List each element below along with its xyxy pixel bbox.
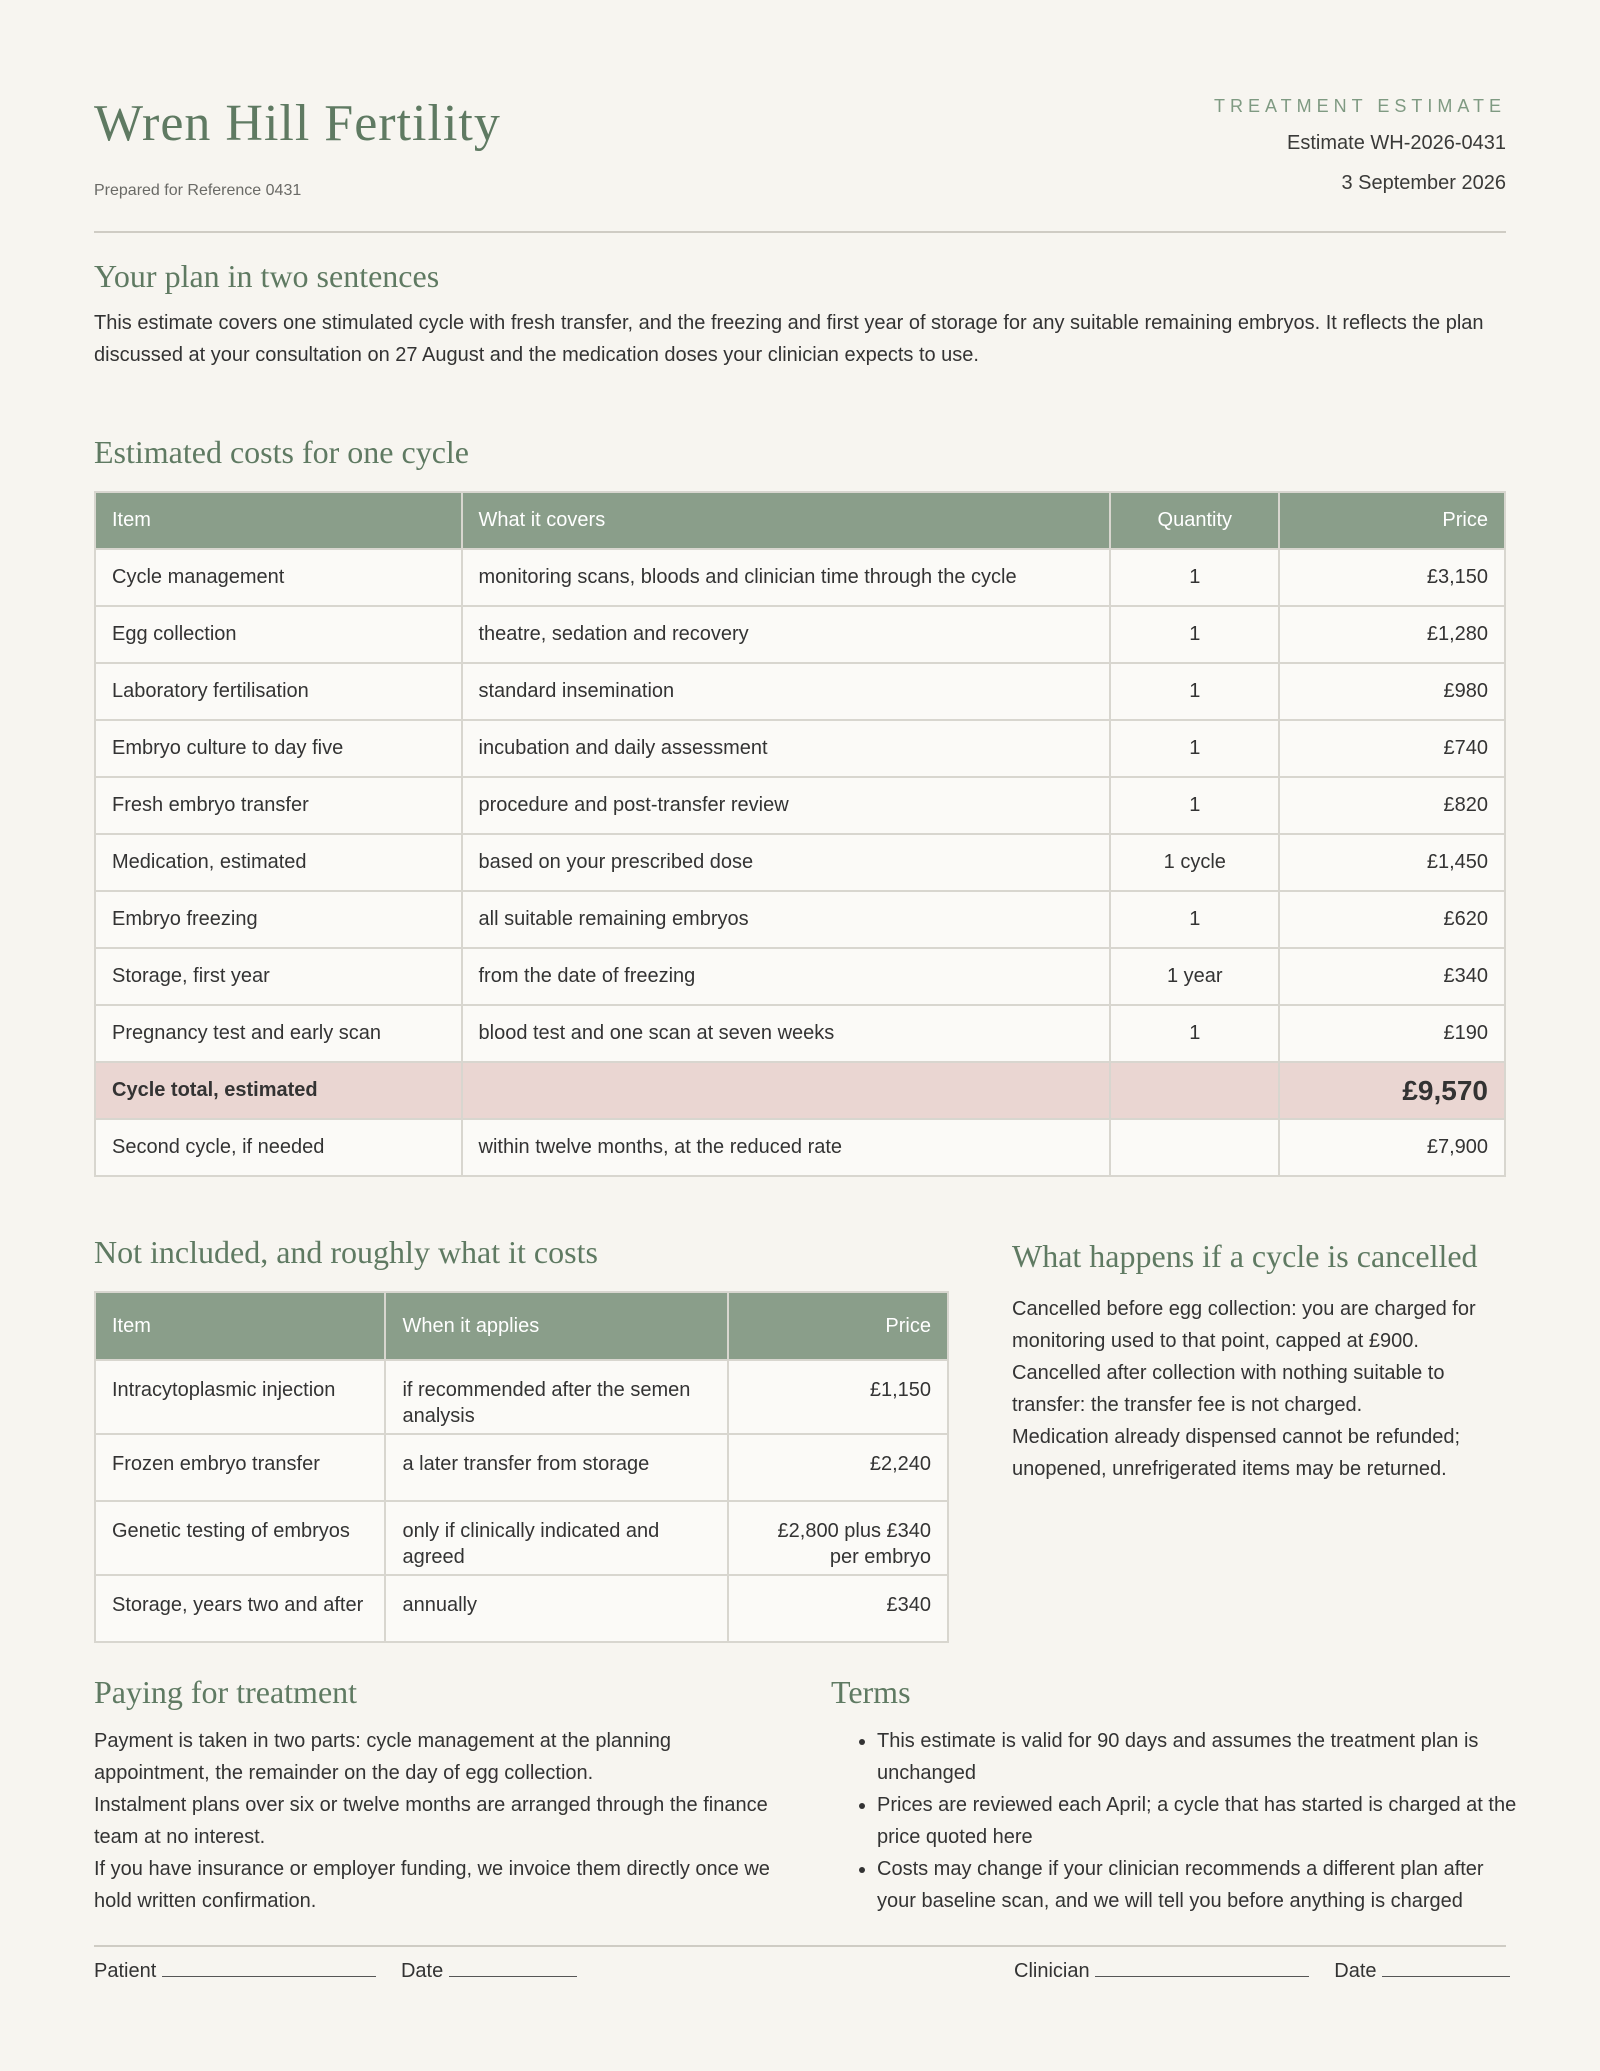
cell-item: Frozen embryo transfer [95, 1434, 385, 1501]
cost-row [95, 549, 1505, 606]
patient-signature-line[interactable] [162, 1958, 376, 1977]
cell-when: a later transfer from storage [385, 1434, 727, 1501]
costs-section [94, 434, 1506, 1177]
cell-item: Medication, estimated [95, 834, 462, 891]
header-divider [94, 231, 1506, 233]
terms-item: • Prices are reviewed each April; a cycle that has started is charged at the price quoted here [877, 1789, 1521, 1853]
cell-covers: from the date of freezing [462, 948, 1111, 1005]
cell-price: £1,150 [728, 1360, 948, 1434]
cell-when: annually [385, 1575, 727, 1642]
cell-price: £340 [728, 1575, 948, 1642]
cancellation-section [1012, 1238, 1512, 1485]
payment-heading: Paying for treatment [94, 1674, 358, 1710]
cost-row [95, 606, 1505, 663]
cost-row [95, 777, 1505, 834]
cell-item: Storage, years two and after [95, 1575, 385, 1642]
estimate-date: 3 September 2026 [1341, 172, 1506, 194]
total-label: Cycle total, estimated [95, 1062, 462, 1119]
cell-when: if recommended after the semen analysis [385, 1360, 727, 1434]
cell-qty [1110, 1119, 1279, 1176]
col-item: Item [95, 492, 462, 549]
cell-covers: procedure and post-transfer review [462, 777, 1111, 834]
col-quantity: Quantity [1110, 492, 1279, 549]
patient-label: Patient [94, 1960, 157, 1982]
plan-section [94, 258, 1506, 371]
second-cycle-row [95, 1119, 1505, 1176]
terms-section [831, 1674, 1521, 1917]
cell-covers: theatre, sedation and recovery [462, 606, 1111, 663]
cell-price: £980 [1279, 663, 1505, 720]
cell-item: Intracytoplasmic injection [95, 1360, 385, 1434]
clinician-signature-line[interactable] [1095, 1958, 1309, 1977]
cell-price: £7,900 [1279, 1119, 1505, 1176]
cell-qty: 1 [1110, 891, 1279, 948]
cost-row [95, 948, 1505, 1005]
cell-qty: 1 [1110, 606, 1279, 663]
cell-price: £1,280 [1279, 606, 1505, 663]
cell-qty: 1 [1110, 720, 1279, 777]
extra-row [95, 1501, 948, 1575]
cell-price: £620 [1279, 891, 1505, 948]
cancellation-text [1012, 1293, 1512, 1485]
cell-qty: 1 [1110, 1005, 1279, 1062]
payment-line: Instalment plans over six or twelve months are arranged through the finance team at no interest. [94, 1794, 768, 1848]
terms-item: • Costs may change if your clinician recommends a different plan after your baseline scan, and we will tell you before anything is charged [877, 1853, 1521, 1917]
col-item: Item [95, 1292, 385, 1360]
empty-cell [462, 1062, 1111, 1119]
costs-header-row [95, 492, 1505, 549]
prepared-for: Prepared for Reference 0431 [94, 182, 302, 199]
cell-item: Genetic testing of embryos [95, 1501, 385, 1575]
extras-header-row [95, 1292, 948, 1360]
extra-row [95, 1575, 948, 1642]
cost-row [95, 891, 1505, 948]
cancellation-line: Cancelled after collection with nothing suitable to transfer: the transfer fee is not charged. [1012, 1362, 1445, 1416]
cost-row [95, 1005, 1505, 1062]
extra-row [95, 1360, 948, 1434]
cost-row [95, 834, 1505, 891]
cell-covers: all suitable remaining embryos [462, 891, 1111, 948]
signature-divider [94, 1945, 1506, 1947]
cell-price: £190 [1279, 1005, 1505, 1062]
extras-table [94, 1291, 949, 1643]
cell-when: only if clinically indicated and agreed [385, 1501, 727, 1575]
clinic-name: Wren Hill Fertility [94, 95, 501, 152]
cost-row [95, 720, 1505, 777]
plan-body: This estimate covers one stimulated cycle with fresh transfer, and the freezing and first year of storage for any suitable remaining embryos. It reflects the plan discussed at your consultation on 27 August and the medication doses your clinician expects to use. [94, 312, 1484, 366]
plan-heading: Your plan in two sentences [94, 258, 440, 294]
terms-item: • This estimate is valid for 90 days and assumes the treatment plan is unchanged [877, 1725, 1521, 1789]
clinician-signature [1014, 1958, 1510, 1983]
cell-price: £3,150 [1279, 549, 1505, 606]
cell-item: Second cycle, if needed [95, 1119, 462, 1176]
clinician-date-label: Date [1334, 1960, 1377, 1982]
cell-price: £1,450 [1279, 834, 1505, 891]
payment-line: If you have insurance or employer funding, we invoice them directly once we hold written confirmation. [94, 1858, 770, 1912]
col-price: Price [1279, 492, 1505, 549]
estimate-id: Estimate WH-2026-0431 [1287, 132, 1506, 154]
cell-price: £820 [1279, 777, 1505, 834]
cancellation-line: Cancelled before egg collection: you are charged for monitoring used to that point, capped at £900. [1012, 1298, 1476, 1352]
cell-qty: 1 [1110, 663, 1279, 720]
payment-line: Payment is taken in two parts: cycle management at the planning appointment, the remainder on the day of egg collection. [94, 1730, 671, 1784]
costs-table [94, 491, 1506, 1177]
extras-section [94, 1234, 949, 1643]
cell-item: Storage, first year [95, 948, 462, 1005]
cell-item: Egg collection [95, 606, 462, 663]
header [94, 90, 1506, 230]
cell-qty: 1 cycle [1110, 834, 1279, 891]
cell-covers: monitoring scans, bloods and clinician time through the cycle [462, 549, 1111, 606]
payment-text [94, 1725, 774, 1917]
costs-heading: Estimated costs for one cycle [94, 434, 469, 470]
patient-signature [94, 1958, 577, 1983]
cell-covers: standard insemination [462, 663, 1111, 720]
total-price: £9,570 [1279, 1062, 1505, 1119]
col-covers: What it covers [462, 492, 1111, 549]
clinician-date-line[interactable] [1382, 1958, 1510, 1977]
cell-item: Embryo culture to day five [95, 720, 462, 777]
cell-covers: within twelve months, at the reduced rate [462, 1119, 1111, 1176]
col-price: Price [728, 1292, 948, 1360]
cell-qty: 1 year [1110, 948, 1279, 1005]
cell-covers: blood test and one scan at seven weeks [462, 1005, 1111, 1062]
empty-cell [1110, 1062, 1279, 1119]
cell-price: £2,240 [728, 1434, 948, 1501]
cell-item: Laboratory fertilisation [95, 663, 462, 720]
cell-covers: incubation and daily assessment [462, 720, 1111, 777]
cell-price: £340 [1279, 948, 1505, 1005]
cell-item: Pregnancy test and early scan [95, 1005, 462, 1062]
patient-date-line[interactable] [449, 1958, 577, 1977]
document-kind: TREATMENT ESTIMATE [1213, 96, 1506, 116]
cell-item: Fresh embryo transfer [95, 777, 462, 834]
cell-price: £740 [1279, 720, 1505, 777]
total-row [95, 1062, 1505, 1119]
cell-item: Cycle management [95, 549, 462, 606]
cell-item: Embryo freezing [95, 891, 462, 948]
cost-row [95, 663, 1505, 720]
terms-heading: Terms [831, 1674, 911, 1710]
extra-row [95, 1434, 948, 1501]
cell-covers: based on your prescribed dose [462, 834, 1111, 891]
clinician-label: Clinician [1014, 1960, 1090, 1982]
terms-list [831, 1725, 1521, 1917]
cancellation-line: Medication already dispensed cannot be refunded; unopened, unrefrigerated items may be returned. [1012, 1426, 1461, 1480]
patient-date-label: Date [400, 1960, 444, 1982]
payment-section [94, 1674, 774, 1917]
cell-qty: 1 [1110, 549, 1279, 606]
cell-price: £2,800 plus £340 per embryo [728, 1501, 948, 1575]
cell-qty: 1 [1110, 777, 1279, 834]
col-when: When it applies [385, 1292, 727, 1360]
cancellation-heading: What happens if a cycle is cancelled [1012, 1238, 1478, 1274]
extras-heading: Not included, and roughly what it costs [94, 1234, 598, 1270]
